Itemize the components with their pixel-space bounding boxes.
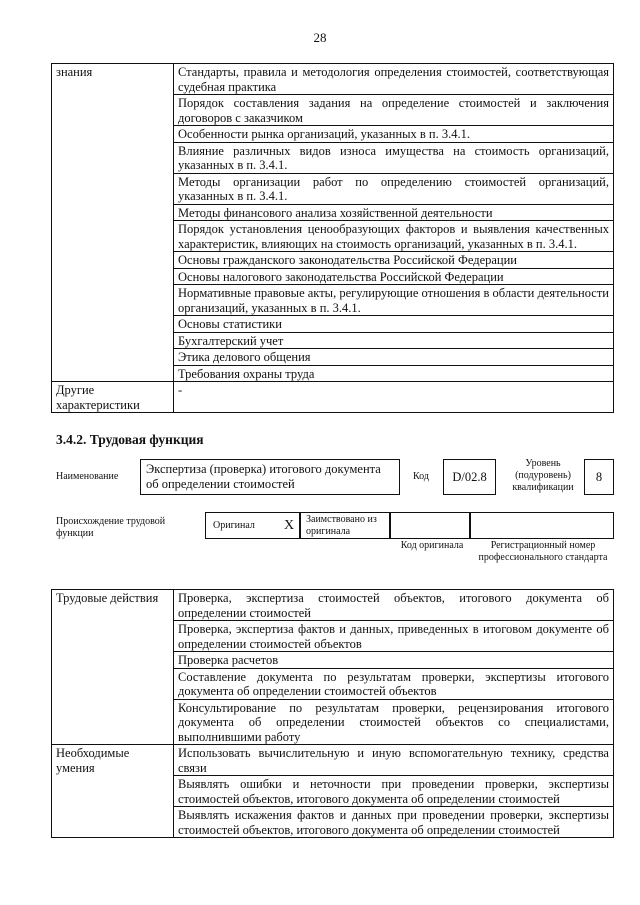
other-characteristics-value: - [174, 382, 614, 413]
origin-code-cell [390, 512, 470, 539]
action-item: Составление документа по результатам проверки, экспертизы итогового документа об определении стоимостей объектов [174, 668, 614, 699]
skill-item: Выявлять искажения фактов и данных при проведении проверки, экспертизы стоимостей объектов, итогового документа об определении стоимостей [174, 807, 614, 838]
code-value: D/02.8 [443, 459, 496, 495]
knowledge-item: Требования охраны труда [174, 365, 614, 382]
action-item: Проверка, экспертиза стоимостей объектов, итогового документа об определении стоимостей [174, 590, 614, 621]
knowledge-item: Основы гражданского законодательства Российской Федерации [174, 252, 614, 269]
code-label: Код [413, 471, 429, 482]
other-characteristics-label: Другие характеристики [52, 382, 174, 413]
original-cell [205, 512, 300, 539]
skill-item-row [52, 745, 614, 776]
knowledge-item: Методы финансового анализа хозяйственной деятельности [174, 204, 614, 221]
knowledge-table [51, 63, 614, 413]
action-item: Проверка, экспертиза фактов и данных, приведенных в итоговом документе об определении стоимостей объектов [174, 621, 614, 652]
borrowed-label: Заимствовано из оригинала [300, 512, 390, 539]
action-item: Консультирование по результатам проверки, рецензирования итогового документа об определении стоимостей объектов со специалистами, выполнившими работу [174, 699, 614, 745]
knowledge-item: Особенности рынка организаций, указанных в п. 3.4.1. [174, 126, 614, 143]
page-number: 28 [313, 30, 327, 45]
action-item-row [52, 590, 614, 621]
reg-number-cell [470, 512, 614, 539]
original-mark: X [284, 518, 295, 533]
knowledge-item: Порядок составления задания на определение стоимостей и заключения договоров с заказчиком [174, 95, 614, 126]
original-label: Оригинал [213, 520, 255, 531]
knowledge-item: Стандарты, правила и методология определения стоимостей, соответствующая судебная практика [174, 64, 614, 95]
knowledge-item: Бухгалтерский учет [174, 332, 614, 349]
knowledge-item: Порядок установления ценообразующих факторов и выявления качественных характеристик, влияющих на стоимость организаций, указанных в п. 3.4.1. [174, 221, 614, 252]
actions-table [51, 589, 614, 838]
knowledge-item: Нормативные правовые акты, регулирующие отношения в области деятельности организаций, указанных в п. 3.4.1. [174, 285, 614, 316]
actions-label: Трудовые действия [52, 590, 174, 745]
action-item: Проверка расчетов [174, 652, 614, 669]
origin-code-label: Код оригинала [400, 540, 464, 551]
skill-item: Использовать вычислительную и иную вспомогательную технику, средства связи [174, 745, 614, 776]
section-title: 3.4.2. Трудовая функция [56, 432, 204, 447]
knowledge-item: Основы статистики [174, 316, 614, 333]
knowledge-item-row [52, 64, 614, 95]
level-label: Уровень (подуровень) квалификации [512, 458, 574, 493]
knowledge-item: Методы организации работ по определению стоимостей организаций, указанных в п. 3.4.1. [174, 173, 614, 204]
knowledge-item: Основы налогового законодательства Российской Федерации [174, 268, 614, 285]
skill-item: Выявлять ошибки и неточности при проведении проверки, экспертизы стоимостей объектов, итогового документа об определении стоимостей [174, 776, 614, 807]
name-label: Наименование [56, 471, 119, 482]
reg-number-label: Регистрационный номер профессионального стандарта [478, 540, 608, 563]
function-name-value: Экспертиза (проверка) итогового документа об определении стоимостей [140, 459, 400, 495]
origin-label: Происхождение трудовой функции [56, 516, 166, 539]
knowledge-item: Влияние различных видов износа имущества на стоимость организаций, указанных в п. 3.4.1. [174, 142, 614, 173]
knowledge-label: знания [52, 64, 174, 382]
other-characteristics-row [52, 382, 614, 413]
level-value: 8 [584, 459, 614, 495]
skills-label: Необходимые умения [52, 745, 174, 838]
knowledge-item: Этика делового общения [174, 349, 614, 366]
